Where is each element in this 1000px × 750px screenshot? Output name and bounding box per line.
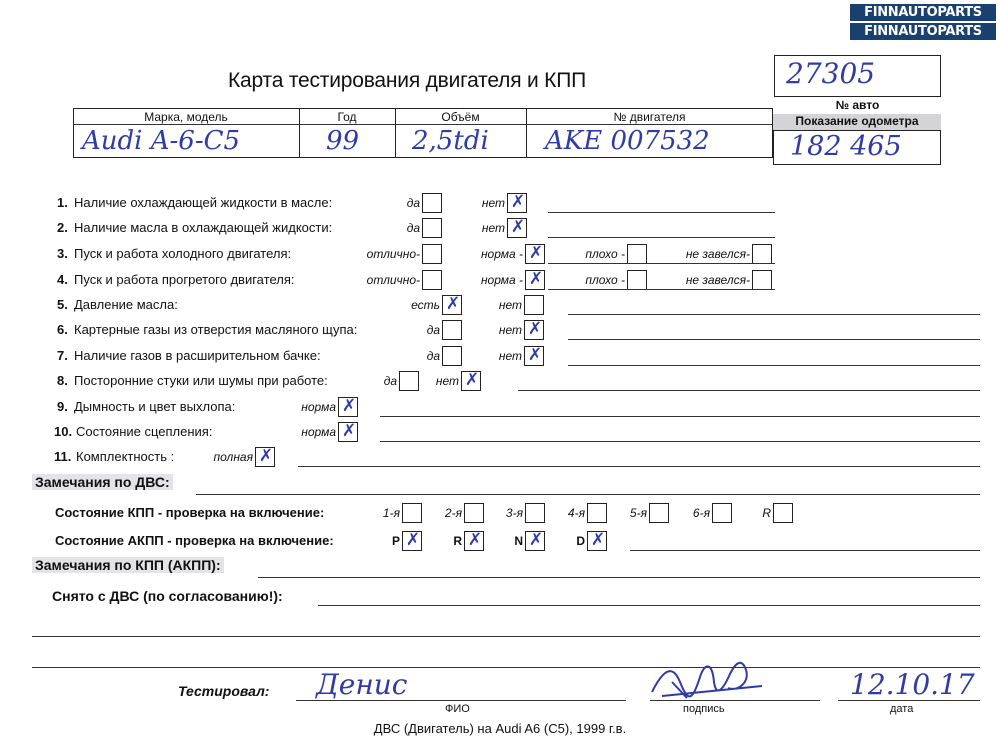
checkbox[interactable] xyxy=(524,346,544,366)
option-label: нет xyxy=(498,298,522,312)
check-mark-icon: ✗ xyxy=(528,530,544,550)
answer-line[interactable] xyxy=(380,416,980,417)
question-number: 8. xyxy=(57,373,68,388)
answer-line[interactable] xyxy=(548,263,775,264)
akpp-label: Состояние АКПП - проверка на включение: xyxy=(55,533,334,548)
answer-line[interactable] xyxy=(298,466,980,467)
checkbox[interactable] xyxy=(442,346,462,366)
gear-checkbox[interactable] xyxy=(525,531,545,551)
extra-line-1[interactable] xyxy=(32,636,980,637)
checkbox[interactable] xyxy=(525,244,545,264)
question-number: 3. xyxy=(57,246,68,261)
option-label: полная xyxy=(213,450,253,464)
option-label: есть xyxy=(411,298,440,312)
sign-line[interactable] xyxy=(650,700,820,701)
gear-label: 1-я xyxy=(382,506,400,520)
check-mark-icon: ✗ xyxy=(527,319,543,339)
gear-checkbox[interactable] xyxy=(712,503,732,523)
option-label: плохо - xyxy=(585,247,625,261)
option-label: нет xyxy=(498,349,522,363)
akpp-line[interactable] xyxy=(630,550,980,551)
option-label: отлично- xyxy=(366,273,420,287)
extra-line-2[interactable] xyxy=(32,667,980,668)
gear-label: R xyxy=(762,506,771,520)
question-text: Наличие масла в охлаждающей жидкости: xyxy=(74,220,333,235)
checkbox[interactable] xyxy=(752,270,772,290)
engine-number-value: AKE 007532 xyxy=(545,126,710,156)
col-engine-number: № двигателя xyxy=(613,110,686,124)
watermark-line-1: FINNAUTOPARTS xyxy=(850,4,996,21)
option-label: норма - xyxy=(480,273,523,287)
answer-line[interactable] xyxy=(548,237,775,238)
option-label: плохо - xyxy=(585,273,625,287)
odometer-value: 182 465 xyxy=(790,131,902,162)
question-number: 1. xyxy=(57,195,68,210)
remarks-kpp-line[interactable] xyxy=(258,577,980,578)
answer-line[interactable] xyxy=(380,441,980,442)
question-text: Комплектность : xyxy=(76,449,175,464)
check-mark-icon: ✗ xyxy=(528,269,544,289)
option-label: норма - xyxy=(480,247,523,261)
gear-checkbox[interactable] xyxy=(464,503,484,523)
question-text: Давление масла: xyxy=(74,297,178,312)
gear-label: N xyxy=(514,534,523,548)
odometer-label: Показание одометра xyxy=(773,114,941,130)
form-title: Карта тестирования двигателя и КПП xyxy=(228,69,586,92)
caption: ДВС (Двигатель) на Audi A6 (C5), 1999 г.в. xyxy=(373,721,627,736)
answer-line[interactable] xyxy=(548,289,775,290)
gear-checkbox[interactable] xyxy=(402,503,422,523)
option-label: да xyxy=(426,323,440,337)
col-year: Год xyxy=(337,110,357,124)
remarks-engine-label: Замечания по ДВС: xyxy=(32,474,173,490)
option-label: норма xyxy=(301,400,336,414)
gear-label: 6-я xyxy=(692,506,710,520)
gear-checkbox[interactable] xyxy=(773,503,793,523)
option-label: да xyxy=(426,349,440,363)
gear-checkbox[interactable] xyxy=(587,503,607,523)
year-value: 99 xyxy=(326,126,360,156)
question-number: 4. xyxy=(57,272,68,287)
checkbox[interactable] xyxy=(507,218,527,238)
answer-line[interactable] xyxy=(568,339,980,340)
option-label: норма xyxy=(301,425,336,439)
question-text: Состояние сцепления: xyxy=(76,424,213,439)
check-mark-icon: ✗ xyxy=(467,530,483,550)
option-label: нет xyxy=(498,323,522,337)
check-mark-icon: ✗ xyxy=(405,530,421,550)
option-label: да xyxy=(406,196,420,210)
checkbox[interactable] xyxy=(442,295,462,315)
option-label: нет xyxy=(435,374,459,388)
gear-label: R xyxy=(453,534,462,548)
question-text: Пуск и работа прогретого двигателя: xyxy=(74,272,295,287)
checkbox[interactable] xyxy=(422,244,442,264)
question-text: Дымность и цвет выхлопа: xyxy=(74,399,236,414)
gear-label: 3-я xyxy=(505,506,523,520)
option-label: отлично- xyxy=(366,247,420,261)
watermark-line-2: FINNAUTOPARTS xyxy=(850,23,996,40)
check-mark-icon: ✗ xyxy=(527,345,543,365)
checkbox[interactable] xyxy=(461,371,481,391)
checkbox[interactable] xyxy=(422,270,442,290)
question-number: 10. xyxy=(54,424,73,439)
option-label: нет xyxy=(481,196,505,210)
gear-label: D xyxy=(576,534,585,548)
check-mark-icon: ✗ xyxy=(464,370,480,390)
volume-value: 2,5tdi xyxy=(412,126,489,156)
date-label: дата xyxy=(890,703,914,715)
date-line[interactable] xyxy=(838,700,980,701)
checkbox[interactable] xyxy=(507,193,527,213)
answer-line[interactable] xyxy=(568,365,980,366)
checkbox[interactable] xyxy=(627,244,647,264)
checkbox[interactable] xyxy=(442,320,462,340)
tested-by-value: Денис xyxy=(316,668,408,701)
option-label: не завелся- xyxy=(685,247,750,261)
question-text: Наличие газов в расширительном бачке: xyxy=(74,348,321,363)
answer-line[interactable] xyxy=(518,390,980,391)
header-divider xyxy=(73,124,773,125)
auto-number-value: 27305 xyxy=(786,57,876,90)
answer-line[interactable] xyxy=(548,212,775,213)
question-number: 11. xyxy=(54,449,72,464)
checkbox[interactable] xyxy=(525,270,545,290)
fio-line[interactable] xyxy=(296,700,626,701)
check-mark-icon: ✗ xyxy=(590,530,606,550)
question-text: Наличие охлаждающей жидкости в масле: xyxy=(74,195,333,210)
question-text: Картерные газы из отверстия масляного щупа: xyxy=(74,322,358,337)
checkbox[interactable] xyxy=(752,244,772,264)
checkbox[interactable] xyxy=(338,397,358,417)
checkbox[interactable] xyxy=(338,422,358,442)
question-number: 6. xyxy=(57,322,68,337)
check-mark-icon: ✗ xyxy=(510,217,526,237)
question-number: 9. xyxy=(57,399,68,414)
checkbox[interactable] xyxy=(399,371,419,391)
question-number: 5. xyxy=(57,297,68,312)
checkbox[interactable] xyxy=(422,193,442,213)
make-model-value: Audi A-6-C5 xyxy=(82,126,241,156)
sign-label: подпись xyxy=(683,703,725,715)
check-mark-icon: ✗ xyxy=(258,446,274,466)
gear-checkbox[interactable] xyxy=(464,531,484,551)
gear-label: 4-я xyxy=(567,506,585,520)
check-mark-icon: ✗ xyxy=(528,243,544,263)
removed-label: Снято с ДВС (по согласованию!): xyxy=(52,588,283,604)
check-mark-icon: ✗ xyxy=(510,192,526,212)
col-volume: Объём xyxy=(441,110,480,124)
gear-label: 2-я xyxy=(444,506,462,520)
check-mark-icon: ✗ xyxy=(341,421,357,441)
gear-checkbox[interactable] xyxy=(402,531,422,551)
remarks-engine-line[interactable] xyxy=(196,494,980,495)
checkbox[interactable] xyxy=(524,295,544,315)
kpp-label: Состояние КПП - проверка на включение: xyxy=(55,505,325,520)
date-value: 12.10.17 xyxy=(850,668,975,701)
option-label: не завелся- xyxy=(685,273,750,287)
remarks-kpp-label: Замечания по КПП (АКПП): xyxy=(32,557,224,573)
gear-label: P xyxy=(391,534,400,548)
option-label: да xyxy=(406,221,420,235)
checkbox[interactable] xyxy=(255,447,275,467)
answer-line[interactable] xyxy=(568,314,980,315)
auto-number-label: № авто xyxy=(835,98,880,112)
option-label: да xyxy=(383,374,397,388)
gear-checkbox[interactable] xyxy=(587,531,607,551)
removed-line[interactable] xyxy=(318,605,980,606)
question-text: Пуск и работа холодного двигателя: xyxy=(74,246,292,261)
check-mark-icon: ✗ xyxy=(445,294,461,314)
gear-checkbox[interactable] xyxy=(649,503,669,523)
check-mark-icon: ✗ xyxy=(341,396,357,416)
option-label: нет xyxy=(481,221,505,235)
question-text: Посторонние стуки или шумы при работе: xyxy=(74,373,328,388)
question-number: 7. xyxy=(57,348,68,363)
checkbox[interactable] xyxy=(524,320,544,340)
fio-label: ФИО xyxy=(445,703,470,715)
gear-checkbox[interactable] xyxy=(525,503,545,523)
col-make-model: Марка, модель xyxy=(144,110,228,124)
question-number: 2. xyxy=(57,220,68,235)
gear-label: 5-я xyxy=(629,506,647,520)
checkbox[interactable] xyxy=(422,218,442,238)
checkbox[interactable] xyxy=(627,270,647,290)
tested-by-label: Тестировал: xyxy=(178,683,270,699)
